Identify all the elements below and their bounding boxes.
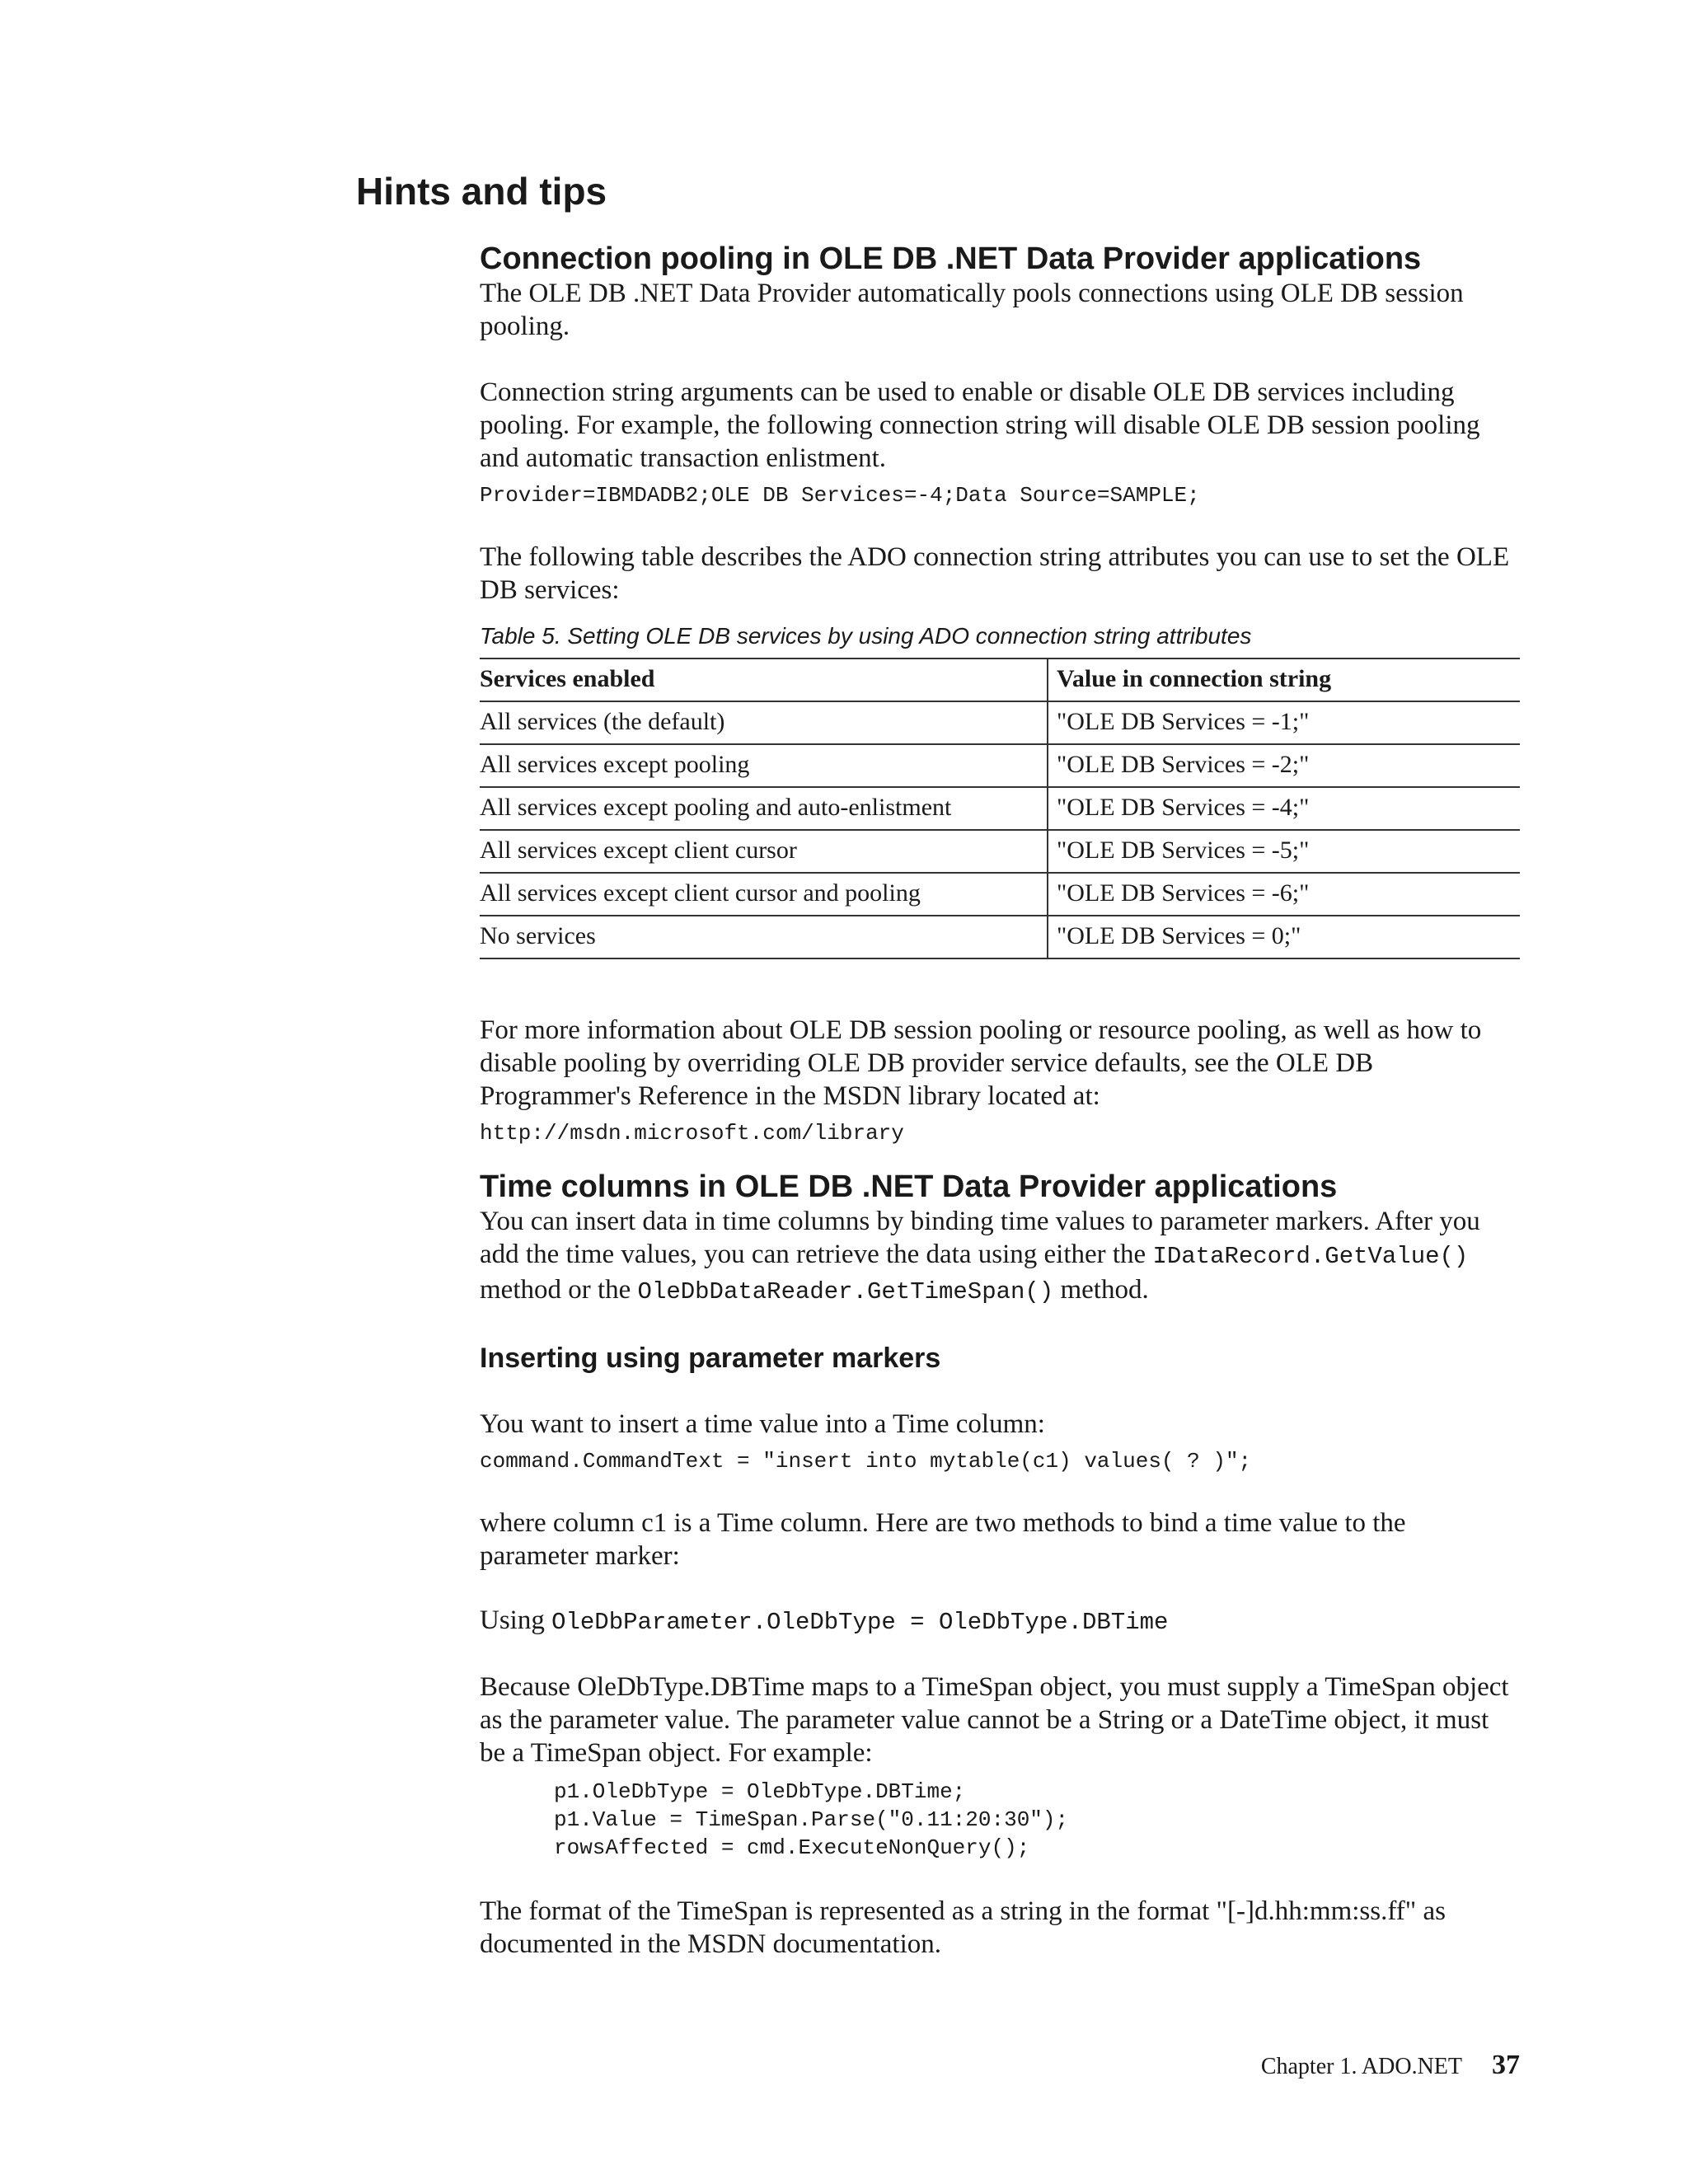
using-label: Using [480, 1605, 552, 1635]
time-para-1-text-a: You can insert data in time columns by binding time values to parameter markers. After you add the time values, you can retrieve the data using either the [480, 1207, 1480, 1269]
table-row [480, 873, 1520, 916]
table-row [480, 830, 1520, 873]
time-heading: Time columns in OLE DB .NET Data Provider applications [480, 1169, 1338, 1204]
inline-code-oledbtype: OleDbParameter.OleDbType = OleDbType.DBTime [551, 1609, 1169, 1636]
command-text-code: command.CommandText = "insert into mytable(c1) values( ? )"; [480, 1449, 1252, 1474]
connection-string-code: Provider=IBMDADB2;OLE DB Services=-4;Data Source=SAMPLE; [480, 483, 1200, 508]
page-number: 37 [1492, 2050, 1520, 2080]
services-table [480, 658, 1520, 959]
time-para-3: where column c1 is a Time column. Here are two methods to bind a time value to the parameter marker: [480, 1508, 1406, 1571]
section-title: Hints and tips [356, 170, 607, 213]
table-row [480, 701, 1520, 744]
table-row [480, 787, 1520, 830]
table-header-services: Services enabled [480, 658, 1048, 701]
table-cell: All services except client cursor [480, 830, 1048, 873]
table-caption: Table 5. Setting OLE DB services by using ADO connection string attributes [480, 623, 1252, 649]
time-para-5: The format of the TimeSpan is represented as a string in the format "[-]d.hh:mm:ss.ff" as documented in the MSDN documentation. [480, 1896, 1446, 1959]
chapter-label: Chapter 1. ADO.NET [1260, 2054, 1462, 2079]
page-footer [1261, 2050, 1520, 2082]
table-header-value: Value in connection string [1048, 658, 1520, 701]
pooling-para-3: The following table describes the ADO connection string attributes you can use to set the OLE DB services: [480, 542, 1510, 605]
time-para-1-text-c: method. [1053, 1275, 1149, 1305]
table-cell: "OLE DB Services = 0;" [1048, 916, 1520, 958]
pooling-para-4: For more information about OLE DB session pooling or resource pooling, as well as how to disable pooling by overriding OLE DB provider service defaults, see the OLE DB Programmer's Reference in the MSDN library located at: [480, 1015, 1482, 1111]
time-para-1 [480, 1205, 1520, 1309]
table-cell: "OLE DB Services = -4;" [1048, 787, 1520, 830]
table-cell: No services [480, 916, 1048, 958]
page-content [480, 241, 1520, 1961]
using-line [480, 1604, 1520, 1639]
table-cell: "OLE DB Services = -5;" [1048, 830, 1520, 873]
time-para-1-text-b: method or the [480, 1275, 638, 1305]
pooling-para-2: Connection string arguments can be used to enable or disable OLE DB services including pooling. For example, the following connection string will disable OLE DB session pooling and automatic transaction enlistment. [480, 377, 1480, 473]
time-para-2: You want to insert a time value into a Time column: [480, 1409, 1045, 1439]
time-para-4: Because OleDbType.DBTime maps to a TimeSpan object, you must supply a TimeSpan object as the parameter value. The parameter value cannot be a String or a DateTime object, it must be a TimeSpan object. For example: [480, 1672, 1509, 1768]
inline-code-gettimespan: OleDbDataReader.GetTimeSpan() [637, 1278, 1054, 1305]
table-header-row [480, 658, 1520, 701]
table-row [480, 744, 1520, 787]
pooling-para-1: The OLE DB .NET Data Provider automatically pools connections using OLE DB session pooling. [480, 279, 1464, 341]
timespan-example-code: p1.OleDbType = OleDbType.DBTime; p1.Value = TimeSpan.Parse("0.11:20:30"); rowsAffected = cmd.ExecuteNonQuery(); [554, 1779, 1069, 1860]
table-cell: All services except pooling and auto-enlistment [480, 787, 1048, 830]
table-cell: All services except pooling [480, 744, 1048, 787]
table-cell: All services (the default) [480, 701, 1048, 744]
table-cell: "OLE DB Services = -1;" [1048, 701, 1520, 744]
pooling-heading: Connection pooling in OLE DB .NET Data Provider applications [480, 241, 1422, 276]
table-cell: "OLE DB Services = -2;" [1048, 744, 1520, 787]
table-cell: All services except client cursor and pooling [480, 873, 1048, 916]
table-cell: "OLE DB Services = -6;" [1048, 873, 1520, 916]
inline-code-getvalue: IDataRecord.GetValue() [1152, 1243, 1469, 1270]
msdn-url: http://msdn.microsoft.com/library [480, 1121, 904, 1146]
table-row [480, 916, 1520, 958]
inserting-subheading: Inserting using parameter markers [480, 1343, 941, 1374]
